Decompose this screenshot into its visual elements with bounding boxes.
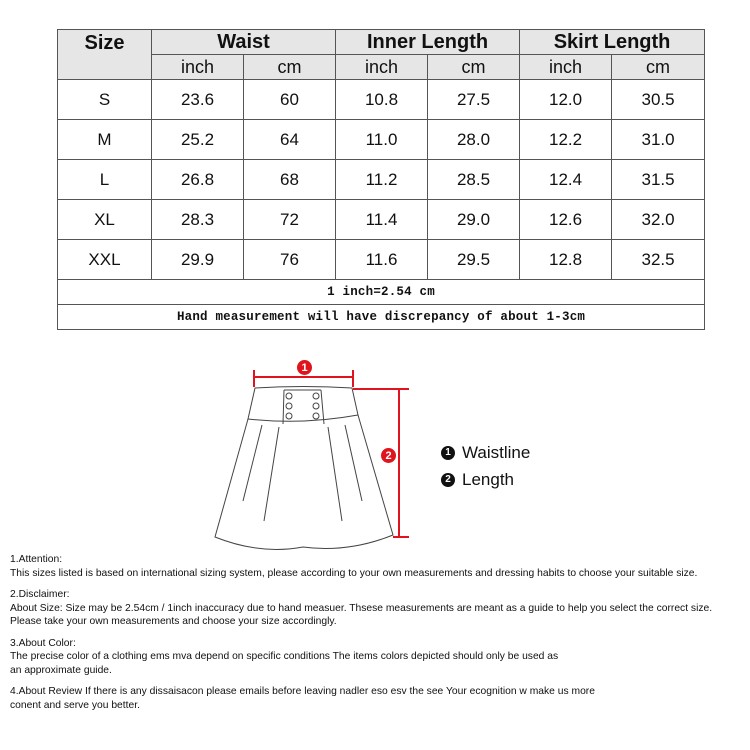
note-title: 2.Disclaimer: [10,589,70,600]
table-row [58,160,705,200]
cell-waist-cm: 60 [244,80,336,120]
note-line: an approximate guide. [10,664,112,676]
marker-2-badge: 2 [381,448,396,463]
header-skirt-length: Skirt Length [520,30,705,55]
skirt-diagram [200,355,430,555]
number-1-icon: 1 [441,446,455,460]
table-row [58,80,705,120]
cell-waist-cm: 76 [244,240,336,280]
cell-inner-inch: 11.4 [336,200,428,240]
unit-skirt-inch: inch [520,55,612,80]
cell-inner-cm: 27.5 [428,80,520,120]
unit-row [58,55,705,80]
notes-section [10,553,750,720]
cell-size: L [58,160,152,200]
cell-size: S [58,80,152,120]
table-row [58,240,705,280]
note-line: The precise color of a clothing ems mva depend on specific conditions The items colors depicted should only be used as [10,651,559,662]
unit-waist-cm: cm [244,55,336,80]
note-attention [10,553,750,580]
header-size: Size [58,30,152,80]
unit-skirt-cm: cm [612,55,705,80]
cell-size: XL [58,200,152,240]
note-line: This sizes listed is based on international sizing system, please according to your own measurements and dressing habits to choose your suitable size. [10,567,698,579]
cell-skirt-inch: 12.2 [520,120,612,160]
cell-waist-inch: 26.8 [152,160,244,200]
note-line: conent and serve you better. [10,699,140,711]
unit-inner-inch: inch [336,55,428,80]
cell-inner-cm: 28.0 [428,120,520,160]
cell-waist-inch: 23.6 [152,80,244,120]
legend-label: Length [462,469,514,489]
cell-inner-cm: 29.5 [428,240,520,280]
legend-item-waistline [441,439,530,466]
note-about-color [10,637,750,678]
cell-skirt-inch: 12.8 [520,240,612,280]
cell-skirt-cm: 32.5 [612,240,705,280]
cell-inner-cm: 29.0 [428,200,520,240]
cell-size: M [58,120,152,160]
cell-waist-inch: 28.3 [152,200,244,240]
cell-skirt-inch: 12.4 [520,160,612,200]
cell-inner-inch: 10.8 [336,80,428,120]
note-line: 4.About Review If there is any dissaisacon please emails before leaving nadler eso esv the see Your ecognition w make us more [10,686,595,697]
unit-inner-cm: cm [428,55,520,80]
note-title: 3.About Color: [10,637,76,649]
table-row [58,120,705,160]
cell-skirt-cm: 30.5 [612,80,705,120]
cell-inner-cm: 28.5 [428,160,520,200]
cell-inner-inch: 11.6 [336,240,428,280]
cell-skirt-cm: 31.0 [612,120,705,160]
note-line: About Size: Size may be 2.54cm / 1inch inaccuracy due to hand measuer. Thsese measurements are meant as a guide to help you select the correct size. [10,602,713,614]
discrepancy-row [58,305,705,330]
conversion-row [58,280,705,305]
table-row [58,200,705,240]
unit-waist-inch: inch [152,55,244,80]
diagram-legend [441,439,530,493]
legend-label: Waistline [462,442,531,462]
cell-inner-inch: 11.0 [336,120,428,160]
cell-waist-cm: 68 [244,160,336,200]
cell-size: XXL [58,240,152,280]
legend-item-length [441,466,530,493]
cell-skirt-inch: 12.0 [520,80,612,120]
cell-waist-cm: 72 [244,200,336,240]
marker-1-badge: 1 [297,360,312,375]
cell-inner-inch: 11.2 [336,160,428,200]
discrepancy-note: Hand measurement will have discrepancy of about 1-3cm [58,305,705,330]
size-chart-table [57,29,705,330]
cell-skirt-inch: 12.6 [520,200,612,240]
cell-skirt-cm: 31.5 [612,160,705,200]
header-row [58,30,705,55]
note-line: Please take your own measurements and choose your size accordingly. [10,616,337,627]
note-title: 1.Attention: [10,554,63,565]
note-disclaimer [10,588,750,629]
cell-skirt-cm: 32.0 [612,200,705,240]
header-inner-length: Inner Length [336,30,520,55]
cell-waist-inch: 25.2 [152,120,244,160]
cell-waist-inch: 29.9 [152,240,244,280]
cell-waist-cm: 64 [244,120,336,160]
header-waist: Waist [152,30,336,55]
number-2-icon: 2 [441,473,455,487]
conversion-note: 1 inch=2.54 cm [58,280,705,305]
note-about-review [10,685,750,712]
